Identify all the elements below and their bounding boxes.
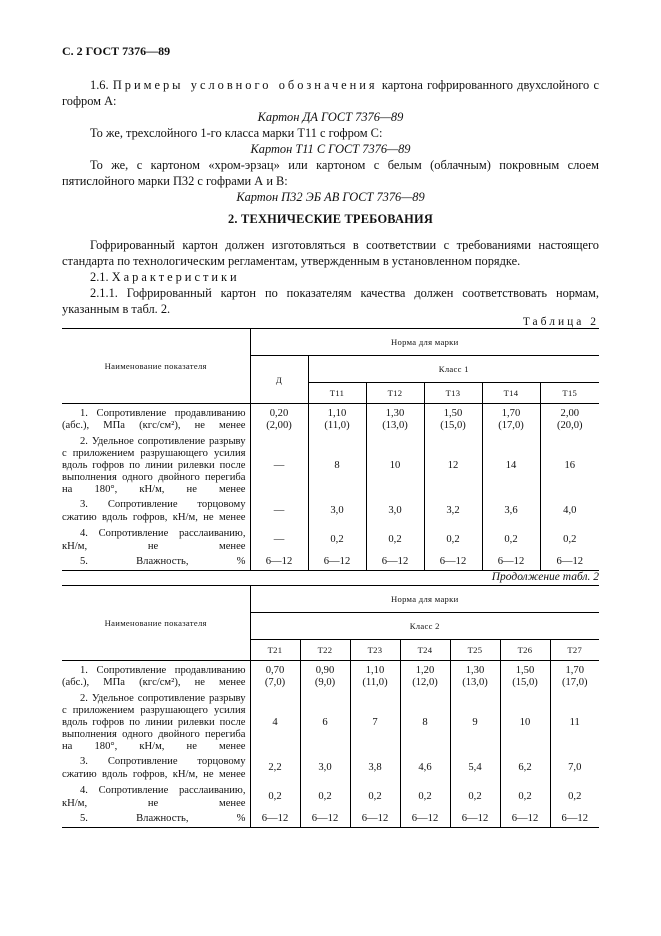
example-2: Картон Т11 С ГОСТ 7376—89 xyxy=(250,142,411,156)
value-cell: 0,2 xyxy=(300,784,350,812)
value-cell: 6—12 xyxy=(424,555,482,571)
value-cell: 6—12 xyxy=(250,555,308,571)
value-cell: 0,2 xyxy=(250,784,300,812)
table-2 xyxy=(62,328,599,571)
value-cell: 6—12 xyxy=(482,555,540,571)
table-2-continuation xyxy=(62,585,599,828)
value-cell: 6—12 xyxy=(550,812,599,828)
p21-title: Характеристики xyxy=(111,270,240,284)
p21-number: 2.1. xyxy=(90,270,109,284)
indicator-name: 5. Влажность, % xyxy=(62,812,250,828)
value-cell: 3,0 xyxy=(308,497,366,527)
value-cell: — xyxy=(250,497,308,527)
value-cell: 16 xyxy=(564,459,576,471)
table-row xyxy=(62,436,599,497)
column-header-grade: Т22 xyxy=(300,640,350,661)
value-cell: 7,0 xyxy=(568,762,582,774)
value-cell: 3,0 xyxy=(366,497,424,527)
value-cell: 3,8 xyxy=(350,754,400,784)
value-cell: 0,90 (9,0) xyxy=(300,661,350,693)
example-3-intro: То же, с картоном «хром-эрзац» или картоном с белым (облачным) покровным слоем пятислойного марки П32 с гофрами А и В: xyxy=(62,158,599,188)
value-cell: 6—12 xyxy=(500,812,550,828)
column-header-grade: Т12 xyxy=(366,383,424,404)
column-header-grade: Т21 xyxy=(250,640,300,661)
column-header-name: Наименование показателя xyxy=(62,586,250,661)
value-cell: — xyxy=(250,436,308,497)
table-row xyxy=(62,812,599,828)
column-header-name: Наименование показателя xyxy=(62,329,250,404)
value-cell: 0,70 (7,0) xyxy=(250,661,300,693)
table-row xyxy=(62,497,599,527)
section-title: 2. ТЕХНИЧЕСКИЕ ТРЕБОВАНИЯ xyxy=(228,212,433,226)
value-cell: 0,2 xyxy=(450,784,500,812)
value-cell: 1,50 (15,0) xyxy=(500,661,550,693)
value-cell: 0,2 xyxy=(568,791,582,803)
value-cell: 10 xyxy=(366,436,424,497)
column-header-norm: Норма для марки xyxy=(250,586,599,613)
value-cell: 4 xyxy=(250,693,300,754)
value-cell: 14 xyxy=(482,436,540,497)
example-3: Картон П32 ЭБ АВ ГОСТ 7376—89 xyxy=(236,190,425,204)
indicator-name: 3. Сопротивление торцовому сжатию вдоль гофров, кН/м, не менее xyxy=(62,754,250,784)
value-cell: 1,30 (13,0) xyxy=(450,661,500,693)
indicator-name: 5. Влажность, % xyxy=(62,555,250,571)
column-header-norm: Норма для марки xyxy=(250,329,599,356)
value-cell: 6—12 xyxy=(300,812,350,828)
column-header-grade: Т24 xyxy=(400,640,450,661)
indicator-name: 2. Удельное сопротивление разрыву с приложением разрушающего усилия вдоль гофров по линии рилевки после выполнения одного двойного перегиба на 180°, кН/м, не менее xyxy=(62,436,250,497)
value-cell: — xyxy=(250,527,308,555)
column-header-d: Д xyxy=(250,356,308,404)
value-cell: 6—12 xyxy=(250,812,300,828)
p16-text: картона гофрированного двухслойного с гофром А: xyxy=(62,78,599,108)
value-cell: 0,2 xyxy=(366,527,424,555)
column-header-grade: Т26 xyxy=(500,640,550,661)
column-header-class-2: Класс 2 xyxy=(250,613,599,640)
value-cell: 9 xyxy=(450,693,500,754)
value-cell: 1,50 (15,0) xyxy=(424,404,482,436)
column-header-class-1: Класс 1 xyxy=(308,356,599,383)
value-cell: 2,00 (20,0) xyxy=(556,407,583,431)
paragraph-2-1-1: 2.1.1. Гофрированный картон по показателям качества должен соответствовать нормам, указанным в табл. 2. xyxy=(62,286,599,316)
value-cell: 6 xyxy=(300,693,350,754)
column-header-grade: Т25 xyxy=(450,640,500,661)
table-row xyxy=(62,693,599,754)
value-cell: 3,6 xyxy=(482,497,540,527)
table-row xyxy=(62,527,599,555)
table-row xyxy=(62,784,599,812)
value-cell: 1,10 (11,0) xyxy=(308,404,366,436)
value-cell: 6—12 xyxy=(308,555,366,571)
example-1: Картон ДА ГОСТ 7376—89 xyxy=(257,110,404,124)
value-cell: 6—12 xyxy=(400,812,450,828)
value-cell: 4,6 xyxy=(400,754,450,784)
page-header: С. 2 ГОСТ 7376—89 xyxy=(62,44,171,58)
value-cell: 0,2 xyxy=(482,527,540,555)
value-cell: 0,2 xyxy=(308,527,366,555)
column-header-grade: Т14 xyxy=(482,383,540,404)
value-cell: 6—12 xyxy=(350,812,400,828)
paragraph-1-6 xyxy=(62,77,599,109)
table-row xyxy=(62,404,599,436)
value-cell: 7 xyxy=(350,693,400,754)
value-cell: 6,2 xyxy=(500,754,550,784)
example-2-intro: То же, трехслойного 1-го класса марки Т11 с гофром С: xyxy=(90,126,383,140)
value-cell: 1,30 (13,0) xyxy=(366,404,424,436)
p16-number: 1.6. xyxy=(90,78,109,92)
value-cell: 3,0 xyxy=(300,754,350,784)
value-cell: 0,2 xyxy=(500,784,550,812)
indicator-name: 4. Сопротивление расслаиванию, кН/м, не менее xyxy=(62,527,250,555)
indicator-name: 1. Сопротивление продавливанию (абс.), МПа (кгс/см²), не менее xyxy=(62,661,250,693)
indicator-name: 4. Сопротивление расслаиванию, кН/м, не менее xyxy=(62,784,250,812)
table-row xyxy=(62,754,599,784)
value-cell: 1,10 (11,0) xyxy=(350,661,400,693)
value-cell: 1,70 (17,0) xyxy=(561,664,588,688)
value-cell: 0,2 xyxy=(400,784,450,812)
value-cell: 0,2 xyxy=(350,784,400,812)
value-cell: 6—12 xyxy=(450,812,500,828)
value-cell: 10 xyxy=(500,693,550,754)
section-intro: Гофрированный картон должен изготовляться в соответствии с требованиями настоящего стандарта по технологическим регламентам, утвержденным в установленном порядке. xyxy=(62,238,599,268)
column-header-grade: Т13 xyxy=(424,383,482,404)
value-cell: 2,2 xyxy=(250,754,300,784)
indicator-name: 3. Сопротивление торцовому сжатию вдоль гофров, кН/м, не менее xyxy=(62,497,250,527)
p16-spaced-title: Примеры условного обозначения xyxy=(112,78,378,92)
value-cell: 11 xyxy=(569,716,580,728)
value-cell: 1,20 (12,0) xyxy=(400,661,450,693)
subsection-2-1 xyxy=(90,269,599,285)
column-header-grade: Т27 xyxy=(550,640,599,661)
column-header-grade: Т23 xyxy=(350,640,400,661)
table-row xyxy=(62,555,599,571)
table-2-continuation-caption: Продолжение табл. 2 xyxy=(491,571,599,583)
value-cell: 5,4 xyxy=(450,754,500,784)
column-header-grade: Т11 xyxy=(308,383,366,404)
value-cell: 4,0 xyxy=(563,505,577,517)
value-cell: 6—12 xyxy=(540,555,599,571)
value-cell: 3,2 xyxy=(424,497,482,527)
value-cell: 12 xyxy=(424,436,482,497)
table-2-caption: Таблица 2 xyxy=(522,316,599,328)
indicator-name: 1. Сопротивление продавливанию (абс.), МПа (кгс/см²), не менее xyxy=(62,404,250,436)
table-row xyxy=(62,661,599,693)
value-cell: 6—12 xyxy=(366,555,424,571)
value-cell: 0,20 (2,00) xyxy=(250,404,308,436)
indicator-name: 2. Удельное сопротивление разрыву с приложением разрушающего усилия вдоль гофров по линии рилевки после выполнения одного двойного перегиба на 180°, кН/м, не менее xyxy=(62,693,250,754)
value-cell: 8 xyxy=(308,436,366,497)
value-cell: 8 xyxy=(400,693,450,754)
column-header-grade: Т15 xyxy=(540,383,599,404)
value-cell: 0,2 xyxy=(563,534,577,546)
value-cell: 1,70 (17,0) xyxy=(482,404,540,436)
value-cell: 0,2 xyxy=(424,527,482,555)
